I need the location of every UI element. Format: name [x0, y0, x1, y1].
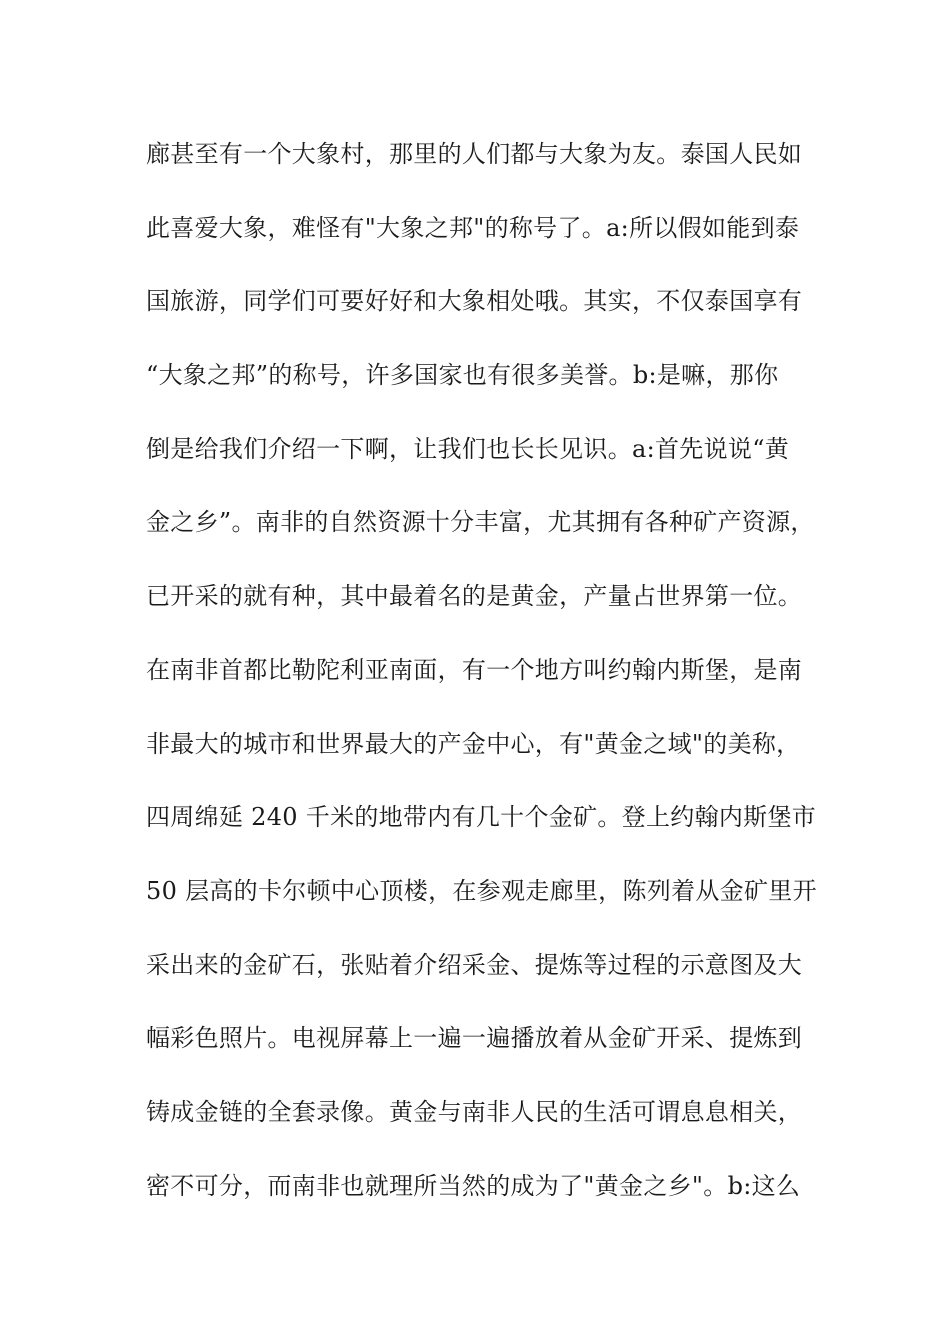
- text-line: 此喜爱大象，难怪有"大象之邦"的称号了。a:所以假如能到泰: [146, 213, 800, 242]
- text-line: 非最大的城市和世界最大的产金中心，有"黄金之域"的美称，: [146, 729, 801, 758]
- text-line: 50 层高的卡尔顿中心顶楼，在参观走廊里，陈列着从金矿里开: [146, 876, 817, 905]
- text-line: 国旅游，同学们可要好好和大象相处哦。其实，不仅泰国享有: [146, 287, 803, 316]
- text-line: “大象之邦”的称号，许多国家也有很多美誉。b:是嘛，那你: [146, 361, 779, 390]
- text-line: 金之乡”。南非的自然资源十分丰富，尤其拥有各种矿产资源，: [146, 508, 815, 537]
- text-line: 在南非首都比勒陀利亚南面，有一个地方叫约翰内斯堡，是南: [146, 655, 803, 684]
- text-line: 铸成金链的全套录像。黄金与南非人民的生活可谓息息相关，: [146, 1097, 803, 1126]
- text-line: 密不可分，而南非也就理所当然的成为了"黄金之乡"。b:这么: [146, 1171, 801, 1200]
- text-line: 已开采的就有种，其中最着名的是黄金，产量占世界第一位。: [146, 582, 803, 611]
- text-line: 幅彩色照片。电视屏幕上一遍一遍播放着从金矿开采、提炼到: [146, 1024, 803, 1053]
- text-line: 倒是给我们介绍一下啊，让我们也长长见识。a:首先说说“黄: [146, 434, 790, 463]
- text-line: 廊甚至有一个大象村，那里的人们都与大象为友。泰国人民如: [146, 140, 803, 168]
- text-line: 采出来的金矿石，张贴着介绍采金、提炼等过程的示意图及大: [146, 950, 803, 979]
- body-text: [146, 127, 836, 1232]
- text-line: 四周绵延 240 千米的地带内有几十个金矿。登上约翰内斯堡市: [146, 803, 817, 832]
